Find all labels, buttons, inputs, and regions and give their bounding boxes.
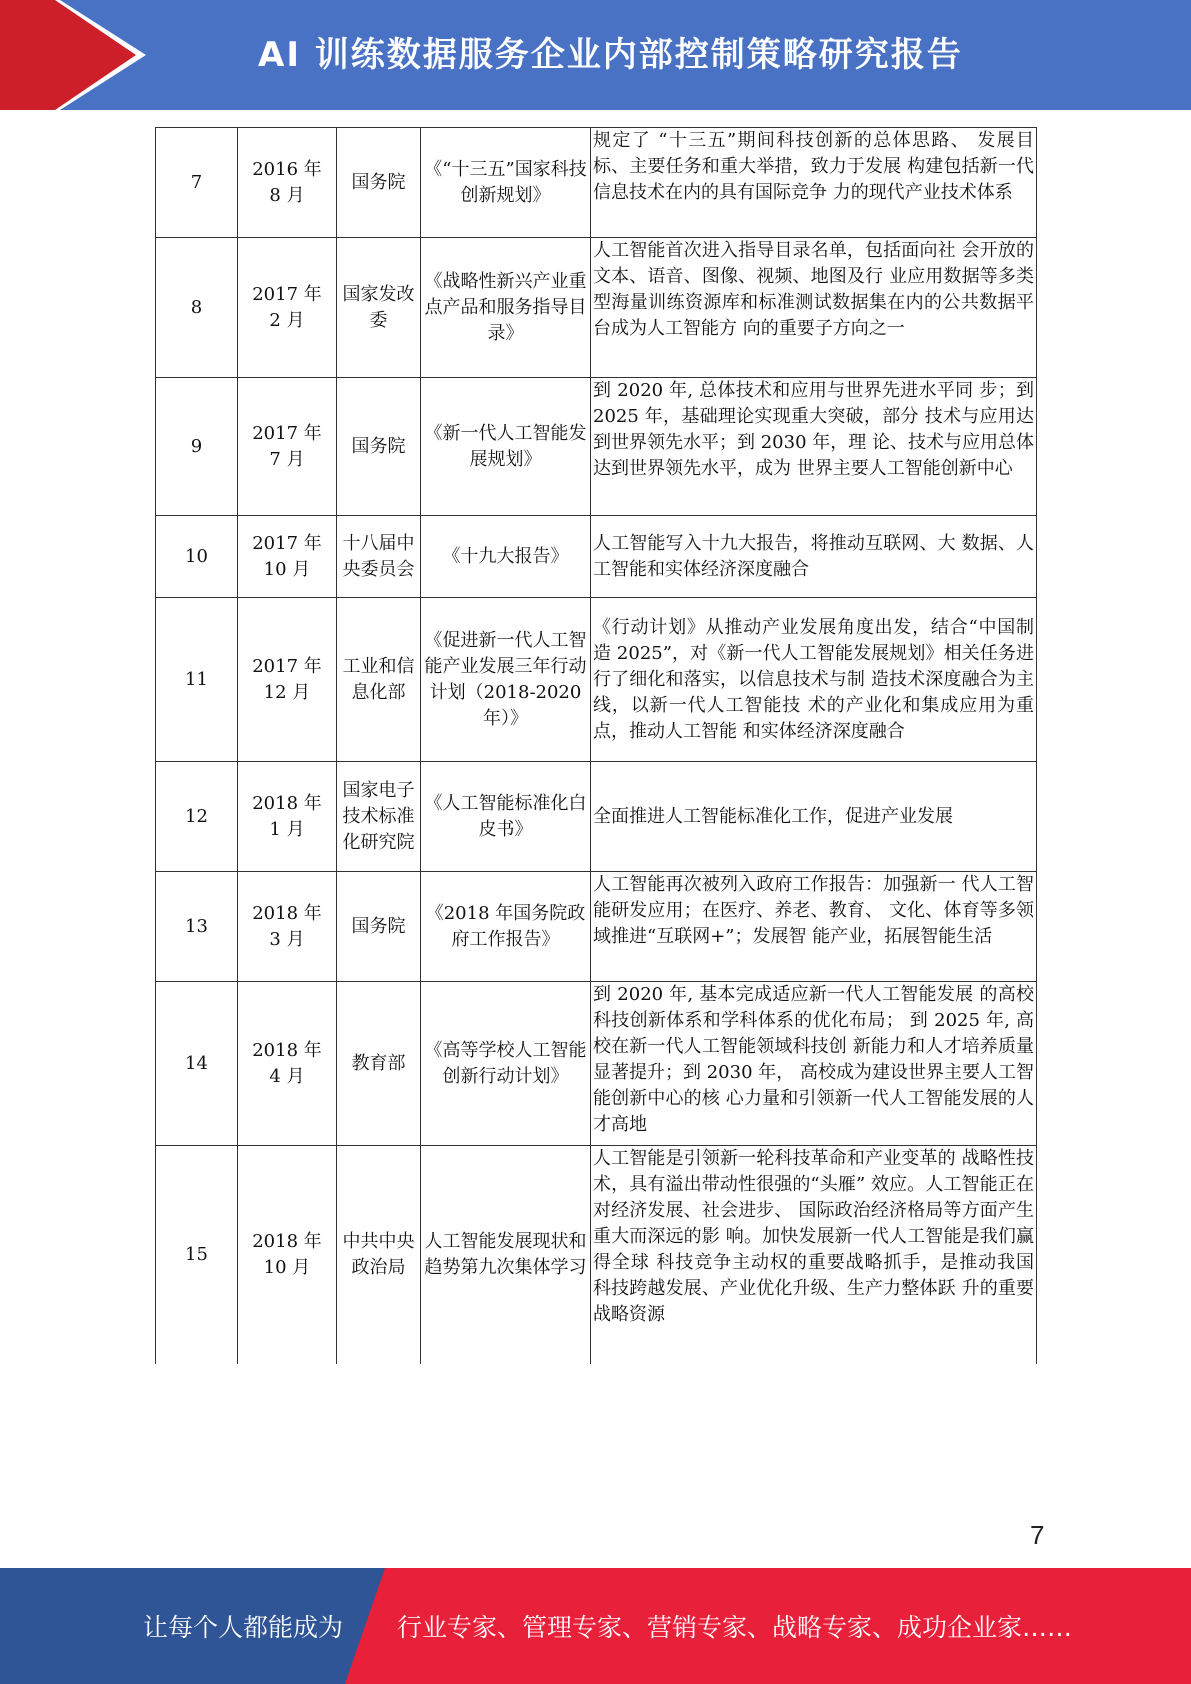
row-number: 7 xyxy=(156,128,238,238)
row-document: 人工智能发展现状和趋势第九次集体学习 xyxy=(421,1146,591,1364)
row-number: 10 xyxy=(156,516,238,598)
row-number: 14 xyxy=(156,982,238,1146)
table-row xyxy=(156,378,1037,516)
row-document: 《战略性新兴产业重点产品和服务指导目录》 xyxy=(421,238,591,378)
footer-slogan-left: 让每个人都能成为 xyxy=(143,1613,344,1642)
row-document: 《2018 年国务院政府工作报告》 xyxy=(421,872,591,982)
row-description: 到 2020 年, 总体技术和应用与世界先进水平同 步；到 2025 年，基础理论实现重大突破，部分 技术与应用达到世界领先水平；到 2030 年，理 论、技术与应用总体达到世界领先水平，成为 世界主要人工智能创新中心 xyxy=(591,378,1037,516)
row-number: 9 xyxy=(156,378,238,516)
row-organization: 教育部 xyxy=(337,982,421,1146)
table-row xyxy=(156,238,1037,378)
row-description: 人工智能再次被列入政府工作报告：加强新一 代人工智能研发应用；在医疗、养老、教育、 文化、体育等多领域推进“互联网+”；发展智 能产业，拓展智能生活 xyxy=(591,872,1037,982)
row-date: 2018 年 10 月 xyxy=(238,1146,337,1364)
row-document: 《促进新一代人工智能产业发展三年行动计划（2018-2020年）》 xyxy=(421,598,591,762)
row-date: 2018 年 3 月 xyxy=(238,872,337,982)
page-footer xyxy=(0,1568,1191,1684)
table-row xyxy=(156,516,1037,598)
row-document: 《人工智能标准化白皮书》 xyxy=(421,762,591,872)
row-description: 《行动计划》从推动产业发展角度出发，结合“中国制造 2025”，对《新一代人工智能发展规划》相关任务进行了细化和落实，以信息技术与制 造技术深度融合为主线，以新一代人工智能技 术的产业化和集成应用为重点，推动人工智能 和实体经济深度融合 xyxy=(591,598,1037,762)
table-row xyxy=(156,598,1037,762)
row-organization: 工业和信息化部 xyxy=(337,598,421,762)
report-title: AI 训练数据服务企业内部控制策略研究报告 xyxy=(258,35,963,75)
row-description: 到 2020 年, 基本完成适应新一代人工智能发展 的高校科技创新体系和学科体系的优化布局； 到 2025 年, 高校在新一代人工智能领域科技创 新能力和人才培养质量显著提升；到 2030 年， 高校成为建设世界主要人工智能创新中心的核 心力量和引领新一代人工智能发展的人才高地 xyxy=(591,982,1037,1146)
row-description: 人工智能首次进入指导目录名单，包括面向社 会开放的文本、语音、图像、视频、地图及行 业应用数据等多类型海量训练资源库和标准测试数据集在内的公共数据平台成为人工智能方 向的重要子方向之一 xyxy=(591,238,1037,378)
table-row xyxy=(156,872,1037,982)
row-number: 15 xyxy=(156,1146,238,1364)
row-date: 2017 年 12 月 xyxy=(238,598,337,762)
table-row xyxy=(156,762,1037,872)
policy-table-container xyxy=(155,127,1036,1364)
row-organization: 国务院 xyxy=(337,872,421,982)
row-number: 8 xyxy=(156,238,238,378)
row-organization: 国家发改委 xyxy=(337,238,421,378)
row-number: 13 xyxy=(156,872,238,982)
row-organization: 十八届中央委员会 xyxy=(337,516,421,598)
row-organization: 国家电子技术标准化研究院 xyxy=(337,762,421,872)
row-date: 2017 年 7 月 xyxy=(238,378,337,516)
row-date: 2016 年 8 月 xyxy=(238,128,337,238)
row-date: 2017 年 2 月 xyxy=(238,238,337,378)
row-document: 《十九大报告》 xyxy=(421,516,591,598)
row-description: 人工智能写入十九大报告，将推动互联网、大 数据、人工智能和实体经济深度融合 xyxy=(591,516,1037,598)
page-header xyxy=(0,0,1191,110)
row-description: 规定了 “十三五”期间科技创新的总体思路、 发展目标、主要任务和重大举措，致力于发展 构建包括新一代信息技术在内的具有国际竞争 力的现代产业技术体系 xyxy=(591,128,1037,238)
row-description: 全面推进人工智能标准化工作，促进产业发展 xyxy=(591,762,1037,872)
row-description: 人工智能是引领新一轮科技革命和产业变革的 战略性技术，具有溢出带动性很强的“头雁” 效应。人工智能正在对经济发展、社会进步、 国际政治经济格局等方面产生重大而深远的影 响。加快发展新一代人工智能是我们赢得全球 科技竞争主动权的重要战略抓手，是推动我国 科技跨越发展、产业优化升级、生产力整体跃 升的重要战略资源 xyxy=(591,1146,1037,1364)
policy-table xyxy=(155,127,1037,1364)
table-row xyxy=(156,982,1037,1146)
header-arrow-decoration xyxy=(0,0,150,110)
table-row xyxy=(156,128,1037,238)
row-date: 2017 年 10 月 xyxy=(238,516,337,598)
row-date: 2018 年 1 月 xyxy=(238,762,337,872)
row-date: 2018 年 4 月 xyxy=(238,982,337,1146)
row-organization: 中共中央政治局 xyxy=(337,1146,421,1364)
row-document: 《高等学校人工智能创新行动计划》 xyxy=(421,982,591,1146)
footer-slogan-right: 行业专家、管理专家、营销专家、战略专家、成功企业家…… xyxy=(397,1613,1073,1642)
row-number: 11 xyxy=(156,598,238,762)
table-row xyxy=(156,1146,1037,1364)
row-document: 《新一代人工智能发展规划》 xyxy=(421,378,591,516)
row-organization: 国务院 xyxy=(337,378,421,516)
row-organization: 国务院 xyxy=(337,128,421,238)
page-number: 7 xyxy=(1030,1520,1045,1550)
row-document: 《“十三五”国家科技创新规划》 xyxy=(421,128,591,238)
row-number: 12 xyxy=(156,762,238,872)
